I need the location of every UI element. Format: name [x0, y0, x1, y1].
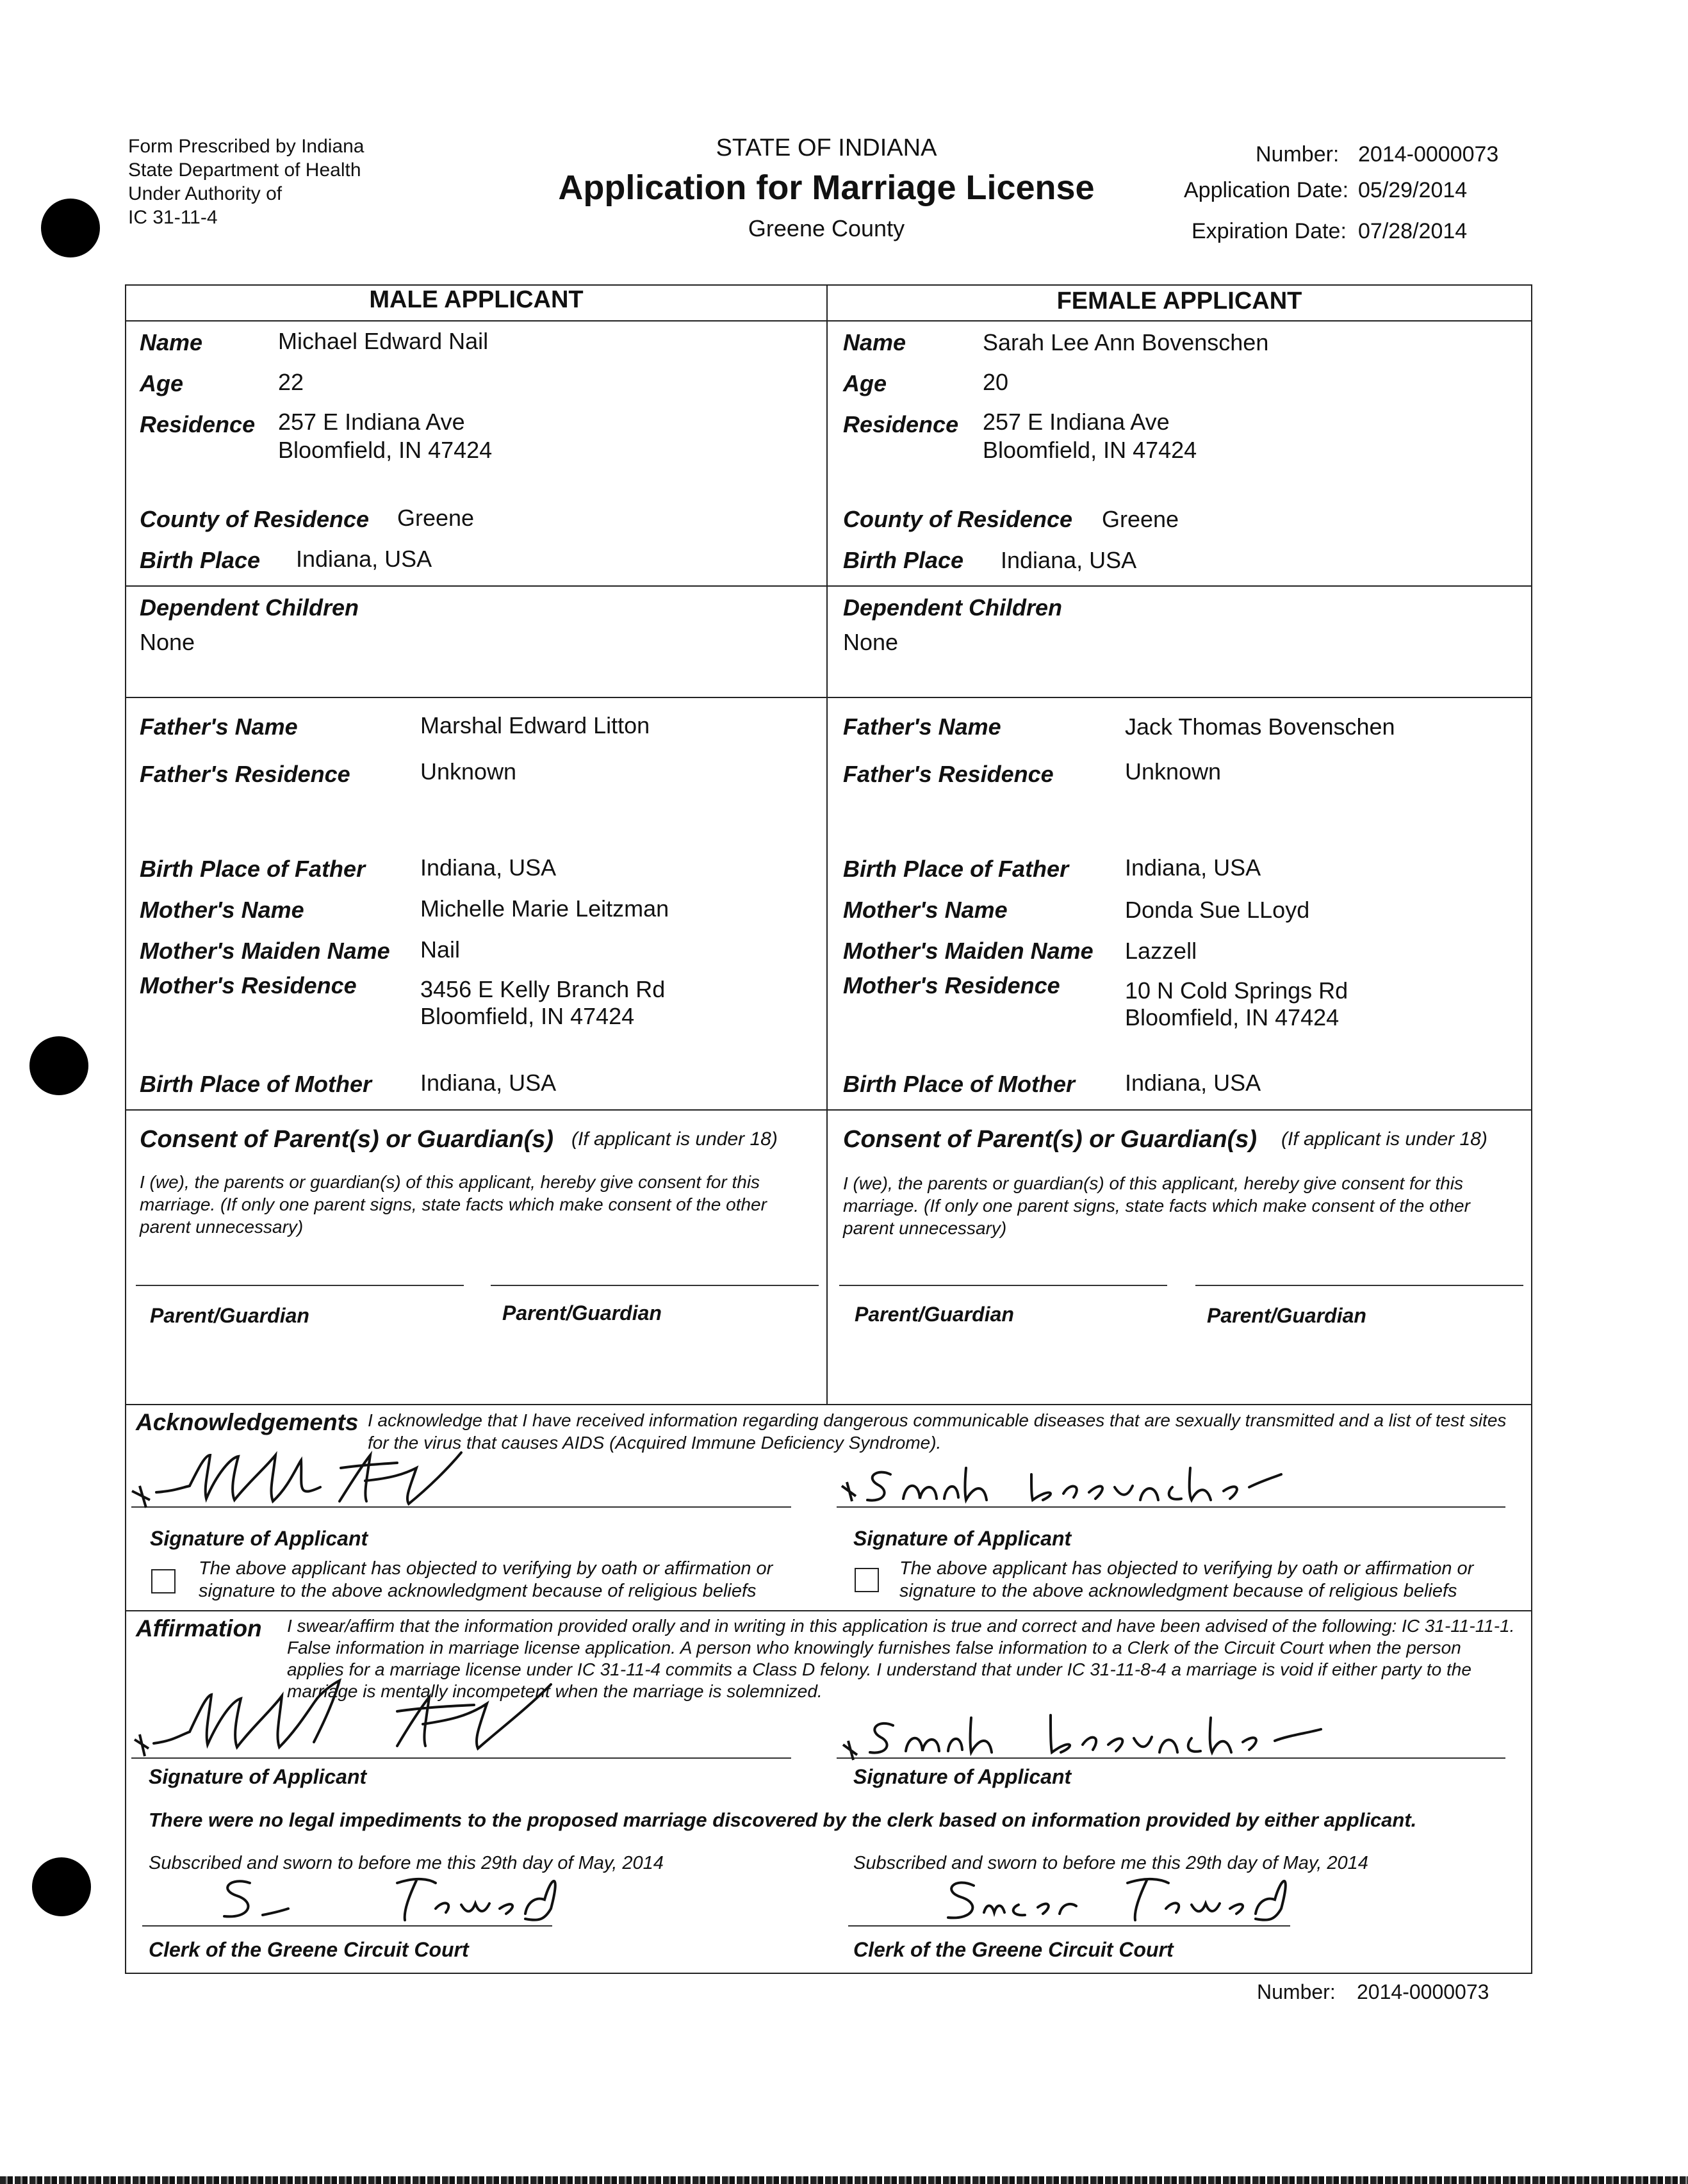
female-name: Sarah Lee Ann Bovenschen — [983, 329, 1269, 355]
female-residence-label: Residence — [843, 411, 959, 437]
male-mothers-name: Michelle Marie Leitzman — [420, 895, 669, 922]
authority-line: State Department of Health — [128, 159, 361, 181]
male-consent-title: Consent of Parent(s) or Guardian(s) — [140, 1126, 554, 1153]
page-title: Application for Marriage License — [558, 168, 1095, 207]
center-divider — [826, 284, 828, 1404]
female-clerk-signature — [922, 1857, 1307, 1928]
male-mothers-residence-line1: 3456 E Kelly Branch Rd — [420, 976, 666, 1002]
impediments-statement: There were no legal impediments to the proposed marriage discovered by the clerk based on information provided by either applicant. — [149, 1809, 1417, 1831]
male-ack-signature-label: Signature of Applicant — [150, 1527, 368, 1550]
male-birth-place-mother: Indiana, USA — [420, 1070, 557, 1096]
female-dependent-children: None — [843, 629, 899, 655]
male-birth-place: Indiana, USA — [296, 546, 432, 572]
male-ack-signature — [128, 1430, 487, 1519]
female-fathers-name: Jack Thomas Bovenschen — [1125, 713, 1395, 740]
male-consent-text: I (we), the parents or guardian(s) of this applicant, hereby give consent for this marriage. (If only one parent signs, state facts which make consent of the other parent unnecessary) — [140, 1172, 767, 1237]
header-number: 2014-0000073 — [1358, 142, 1499, 167]
male-clerk-signature — [205, 1857, 602, 1928]
female-objection-checkbox[interactable] — [855, 1568, 879, 1592]
female-fathers-residence-label: Father's Residence — [843, 761, 1054, 787]
female-dependent-children-label: Dependent Children — [843, 594, 1063, 621]
male-fathers-residence: Unknown — [420, 758, 517, 785]
male-clerk-label: Clerk of the Greene Circuit Court — [149, 1938, 469, 1961]
male-residence-line1: 257 E Indiana Ave — [278, 409, 465, 435]
male-birth-place-father-label: Birth Place of Father — [140, 856, 366, 882]
authority-line: IC 31-11-4 — [128, 207, 218, 228]
male-birth-place-label: Birth Place — [140, 547, 261, 573]
female-affirmation-signature — [839, 1696, 1326, 1766]
male-objection-text: The above applicant has objected to verifying by oath or affirmation or signature to the above acknowledgment because of religious beliefs — [199, 1558, 773, 1601]
female-ack-signature — [839, 1449, 1288, 1513]
male-mothers-maiden-name-label: Mother's Maiden Name — [140, 938, 390, 964]
female-consent-title: Consent of Parent(s) or Guardian(s) — [843, 1126, 1258, 1153]
male-parent-guardian-line-1 — [136, 1285, 464, 1286]
expiration-date: 07/28/2014 — [1358, 219, 1468, 243]
female-consent-text: I (we), the parents or guardian(s) of this applicant, hereby give consent for this marriage. (If only one parent signs, state facts which make consent of the other parent unnecessary) — [843, 1173, 1470, 1238]
female-objection-text: The above applicant has objected to verifying by oath or affirmation or signature to the above acknowledgment because of religious beliefs — [899, 1558, 1474, 1601]
female-clerk-line — [848, 1925, 1290, 1927]
male-birth-place-mother-label: Birth Place of Mother — [140, 1071, 372, 1097]
punch-hole-top — [41, 199, 100, 257]
male-age: 22 — [278, 369, 304, 395]
male-mothers-maiden-name: Nail — [420, 936, 461, 963]
male-parent-guardian-label-2: Parent/Guardian — [502, 1301, 662, 1324]
female-birth-place-mother: Indiana, USA — [1125, 1070, 1261, 1096]
county-heading: Greene County — [748, 215, 905, 241]
male-fathers-residence-label: Father's Residence — [140, 761, 350, 787]
authority-block — [128, 134, 365, 229]
acknowledgements-text: I acknowledge that I have received information regarding dangerous communicable diseases that are sexually transmitted and a list of test sites for the virus that causes AIDS (Acquired Immune Deficiency Syndrome). — [368, 1410, 1507, 1453]
female-mothers-maiden-name-label: Mother's Maiden Name — [843, 938, 1094, 964]
female-clerk-label: Clerk of the Greene Circuit Court — [853, 1938, 1174, 1961]
male-mothers-residence-line2: Bloomfield, IN 47424 — [420, 1003, 635, 1029]
male-mothers-name-label: Mother's Name — [140, 897, 304, 923]
female-mothers-name-label: Mother's Name — [843, 897, 1008, 923]
scan-edge-artifact — [0, 2176, 1688, 2184]
section-rule-parents — [125, 697, 1532, 698]
male-dependent-children: None — [140, 629, 195, 655]
female-fathers-name-label: Father's Name — [843, 713, 1001, 740]
punch-hole-bottom — [32, 1857, 91, 1916]
male-age-label: Age — [140, 370, 184, 396]
female-residence-line2: Bloomfield, IN 47424 — [983, 437, 1197, 463]
male-dependent-children-label: Dependent Children — [140, 594, 359, 621]
application-date-label: Application Date: — [1184, 178, 1349, 202]
female-mothers-residence-line2: Bloomfield, IN 47424 — [1125, 1004, 1340, 1031]
state-heading: STATE OF INDIANA — [716, 134, 937, 161]
female-birth-place-mother-label: Birth Place of Mother — [843, 1071, 1076, 1097]
female-mothers-residence-line1: 10 N Cold Springs Rd — [1125, 977, 1348, 1004]
female-county: Greene — [1102, 506, 1179, 532]
male-residence-line2: Bloomfield, IN 47424 — [278, 437, 493, 463]
female-birth-place-father: Indiana, USA — [1125, 854, 1261, 881]
male-fathers-name-label: Father's Name — [140, 713, 298, 740]
female-affirmation-signature-label: Signature of Applicant — [853, 1765, 1072, 1788]
male-county: Greene — [397, 505, 475, 531]
authority-line: Under Authority of — [128, 183, 283, 204]
male-parent-guardian-line-2 — [491, 1285, 819, 1286]
punch-hole-middle — [29, 1036, 88, 1095]
header-number-label: Number: — [1256, 142, 1340, 167]
male-birth-place-father: Indiana, USA — [420, 854, 557, 881]
female-parent-guardian-label-1: Parent/Guardian — [855, 1303, 1014, 1326]
footer-number: 2014-0000073 — [1357, 1980, 1489, 2003]
male-sworn-text: Subscribed and sworn to before me this 29th day of May, 2014 — [149, 1853, 664, 1873]
male-name: Michael Edward Nail — [278, 328, 489, 354]
form-right-border — [1531, 284, 1532, 1974]
male-objection-checkbox[interactable] — [151, 1569, 176, 1593]
form-top-border — [125, 284, 1532, 286]
section-rule-acknowledgements — [125, 1404, 1532, 1405]
male-consent-note: (If applicant is under 18) — [571, 1129, 778, 1150]
female-fathers-residence: Unknown — [1125, 758, 1222, 785]
form-bottom-border — [125, 1973, 1532, 1974]
male-affirmation-signature-label: Signature of Applicant — [149, 1765, 367, 1788]
affirmation-text: I swear/affirm that the information provided orally and in writing in this application is true and correct and have been advised of the following: IC 31-11-11-1. False information in marriage license application. A person who knowingly furnishes false information to a Clerk of the Circuit Court when the person applies for a marriage license under IC 31-11-4 commits a Class D felony. I understand that under IC 31-11-8-4 a marriage is void if either party to the marriage is mentally incompetent when the marriage is solemnized. — [287, 1616, 1515, 1701]
female-parent-guardian-line-2 — [1195, 1285, 1523, 1286]
male-residence-label: Residence — [140, 411, 256, 437]
female-mothers-maiden-name: Lazzell — [1125, 938, 1197, 964]
male-parent-guardian-label-1: Parent/Guardian — [150, 1304, 309, 1327]
female-parent-guardian-label-2: Parent/Guardian — [1207, 1304, 1366, 1327]
female-ack-signature-label: Signature of Applicant — [853, 1527, 1072, 1550]
male-applicant-heading: MALE APPLICANT — [369, 286, 584, 313]
application-date: 05/29/2014 — [1358, 178, 1468, 202]
female-name-label: Name — [843, 329, 906, 355]
female-residence-line1: 257 E Indiana Ave — [983, 409, 1170, 435]
female-applicant-heading: FEMALE APPLICANT — [1056, 288, 1302, 314]
female-birth-place-label: Birth Place — [843, 547, 964, 573]
female-parent-guardian-line-1 — [839, 1285, 1167, 1286]
male-affirmation-signature — [128, 1665, 615, 1768]
section-rule-consent — [125, 1109, 1532, 1111]
female-birth-place: Indiana, USA — [1001, 547, 1137, 573]
affirmation-title: Affirmation — [136, 1615, 262, 1642]
section-rule-children — [125, 585, 1532, 587]
female-age: 20 — [983, 369, 1009, 395]
male-county-label: County of Residence — [140, 506, 370, 532]
male-name-label: Name — [140, 329, 203, 355]
female-mothers-residence-label: Mother's Residence — [843, 972, 1060, 998]
male-clerk-line — [142, 1925, 552, 1927]
footer-number-label: Number: — [1257, 1980, 1336, 2003]
female-mothers-name: Donda Sue LLoyd — [1125, 897, 1310, 923]
heading-rule — [125, 320, 1532, 322]
section-rule-affirmation — [125, 1610, 1532, 1611]
female-county-label: County of Residence — [843, 506, 1073, 532]
male-mothers-residence-label: Mother's Residence — [140, 972, 357, 998]
female-age-label: Age — [843, 370, 887, 396]
authority-line: Form Prescribed by Indiana — [128, 136, 365, 157]
expiration-date-label: Expiration Date: — [1192, 219, 1347, 243]
form-left-border — [125, 284, 126, 1974]
female-birth-place-father-label: Birth Place of Father — [843, 856, 1069, 882]
acknowledgements-title: Acknowledgements — [136, 1409, 359, 1435]
female-sworn-text: Subscribed and sworn to before me this 29th day of May, 2014 — [853, 1853, 1368, 1873]
male-fathers-name: Marshal Edward Litton — [420, 712, 650, 738]
female-consent-note: (If applicant is under 18) — [1281, 1129, 1487, 1150]
